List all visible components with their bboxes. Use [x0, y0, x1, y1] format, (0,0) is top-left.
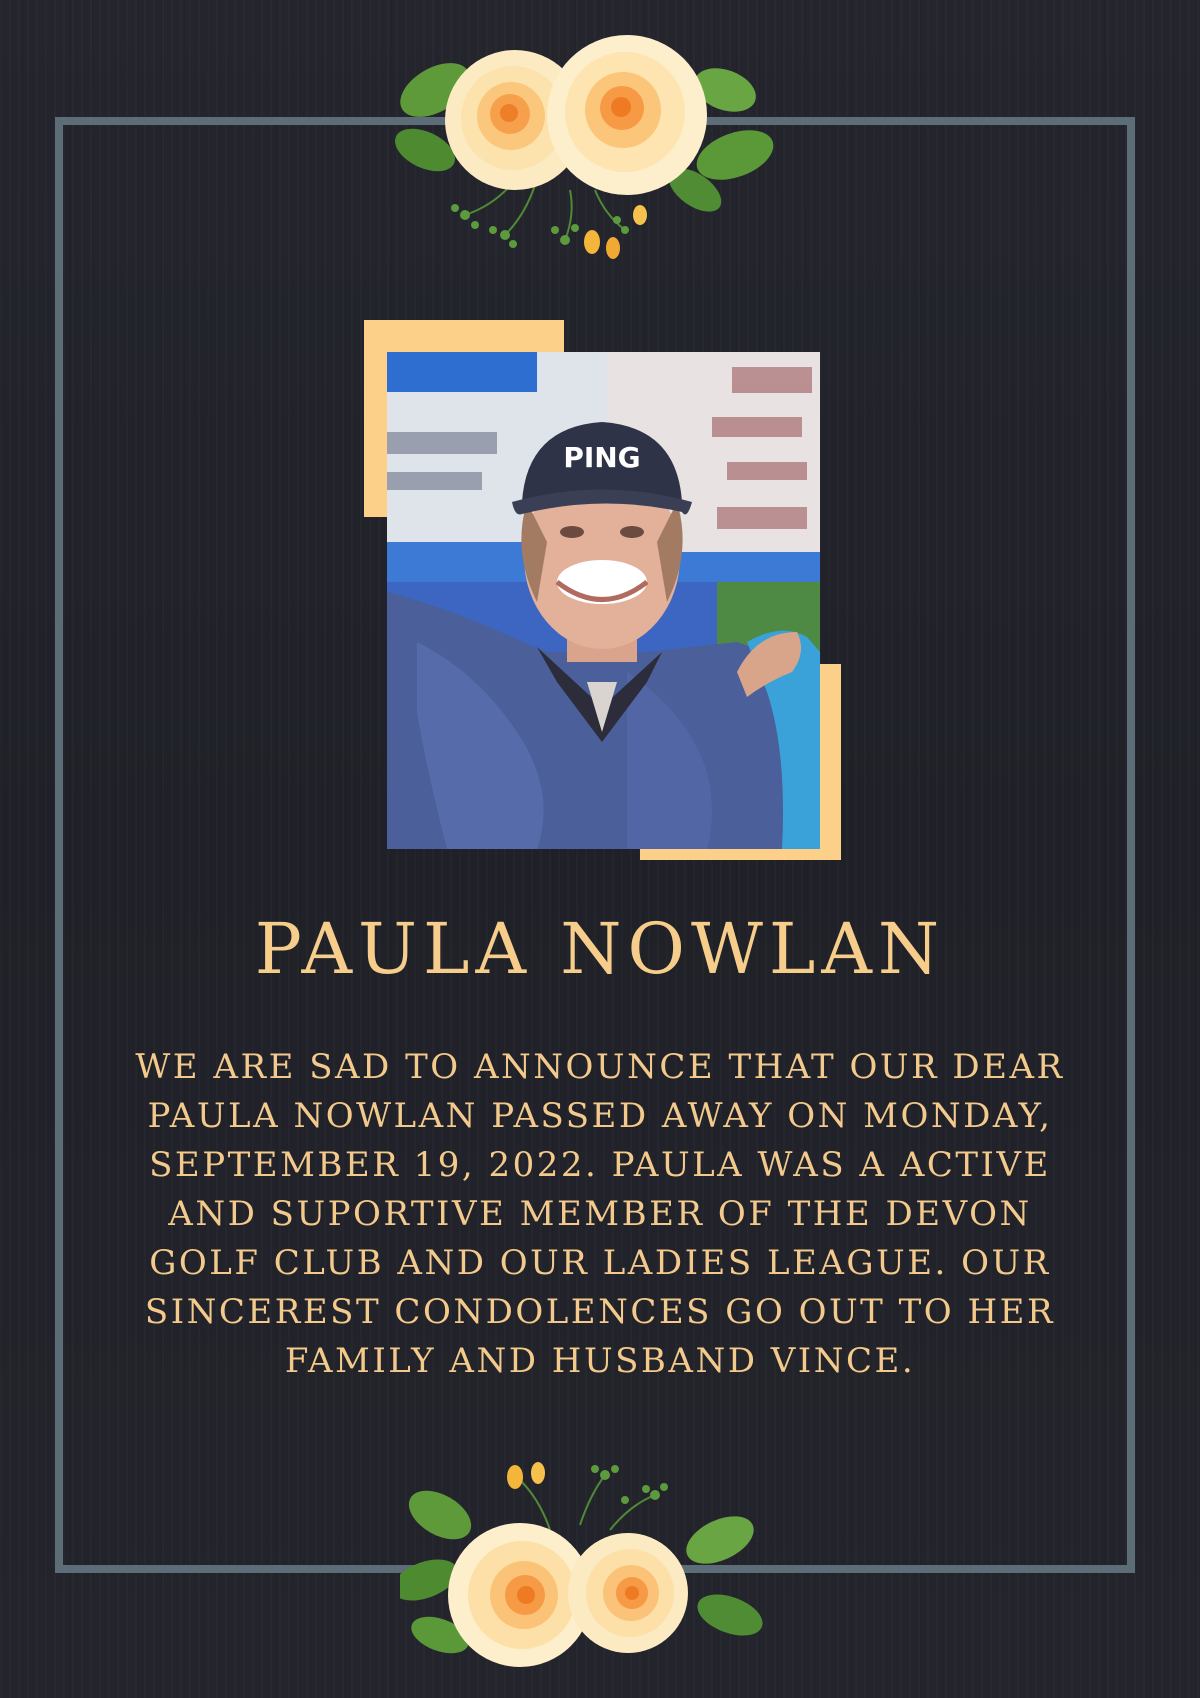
announcement-message: WE ARE SAD TO ANNOUNCE THAT OUR DEAR PAULA NOWLAN PASSED AWAY ON MONDAY, SEPTEMBER 19, 2022. PAULA WAS A ACTIVE AND SUPORTIVE MEMBER OF THE DEVON GOLF CLUB AND OUR LADIES LEAGUE. OUR SINCEREST CONDOLENCES GO OUT TO HER FAMILY AND HUSBAND VINCE. — [135, 1047, 1065, 1381]
top-rose-flourish-icon — [395, 30, 805, 265]
bottom-rose-flourish-icon — [400, 1455, 780, 1670]
cap-logo: PING — [563, 441, 641, 474]
portrait-photo — [387, 352, 820, 849]
deceased-name: PAULA NOWLAN — [254, 908, 946, 990]
